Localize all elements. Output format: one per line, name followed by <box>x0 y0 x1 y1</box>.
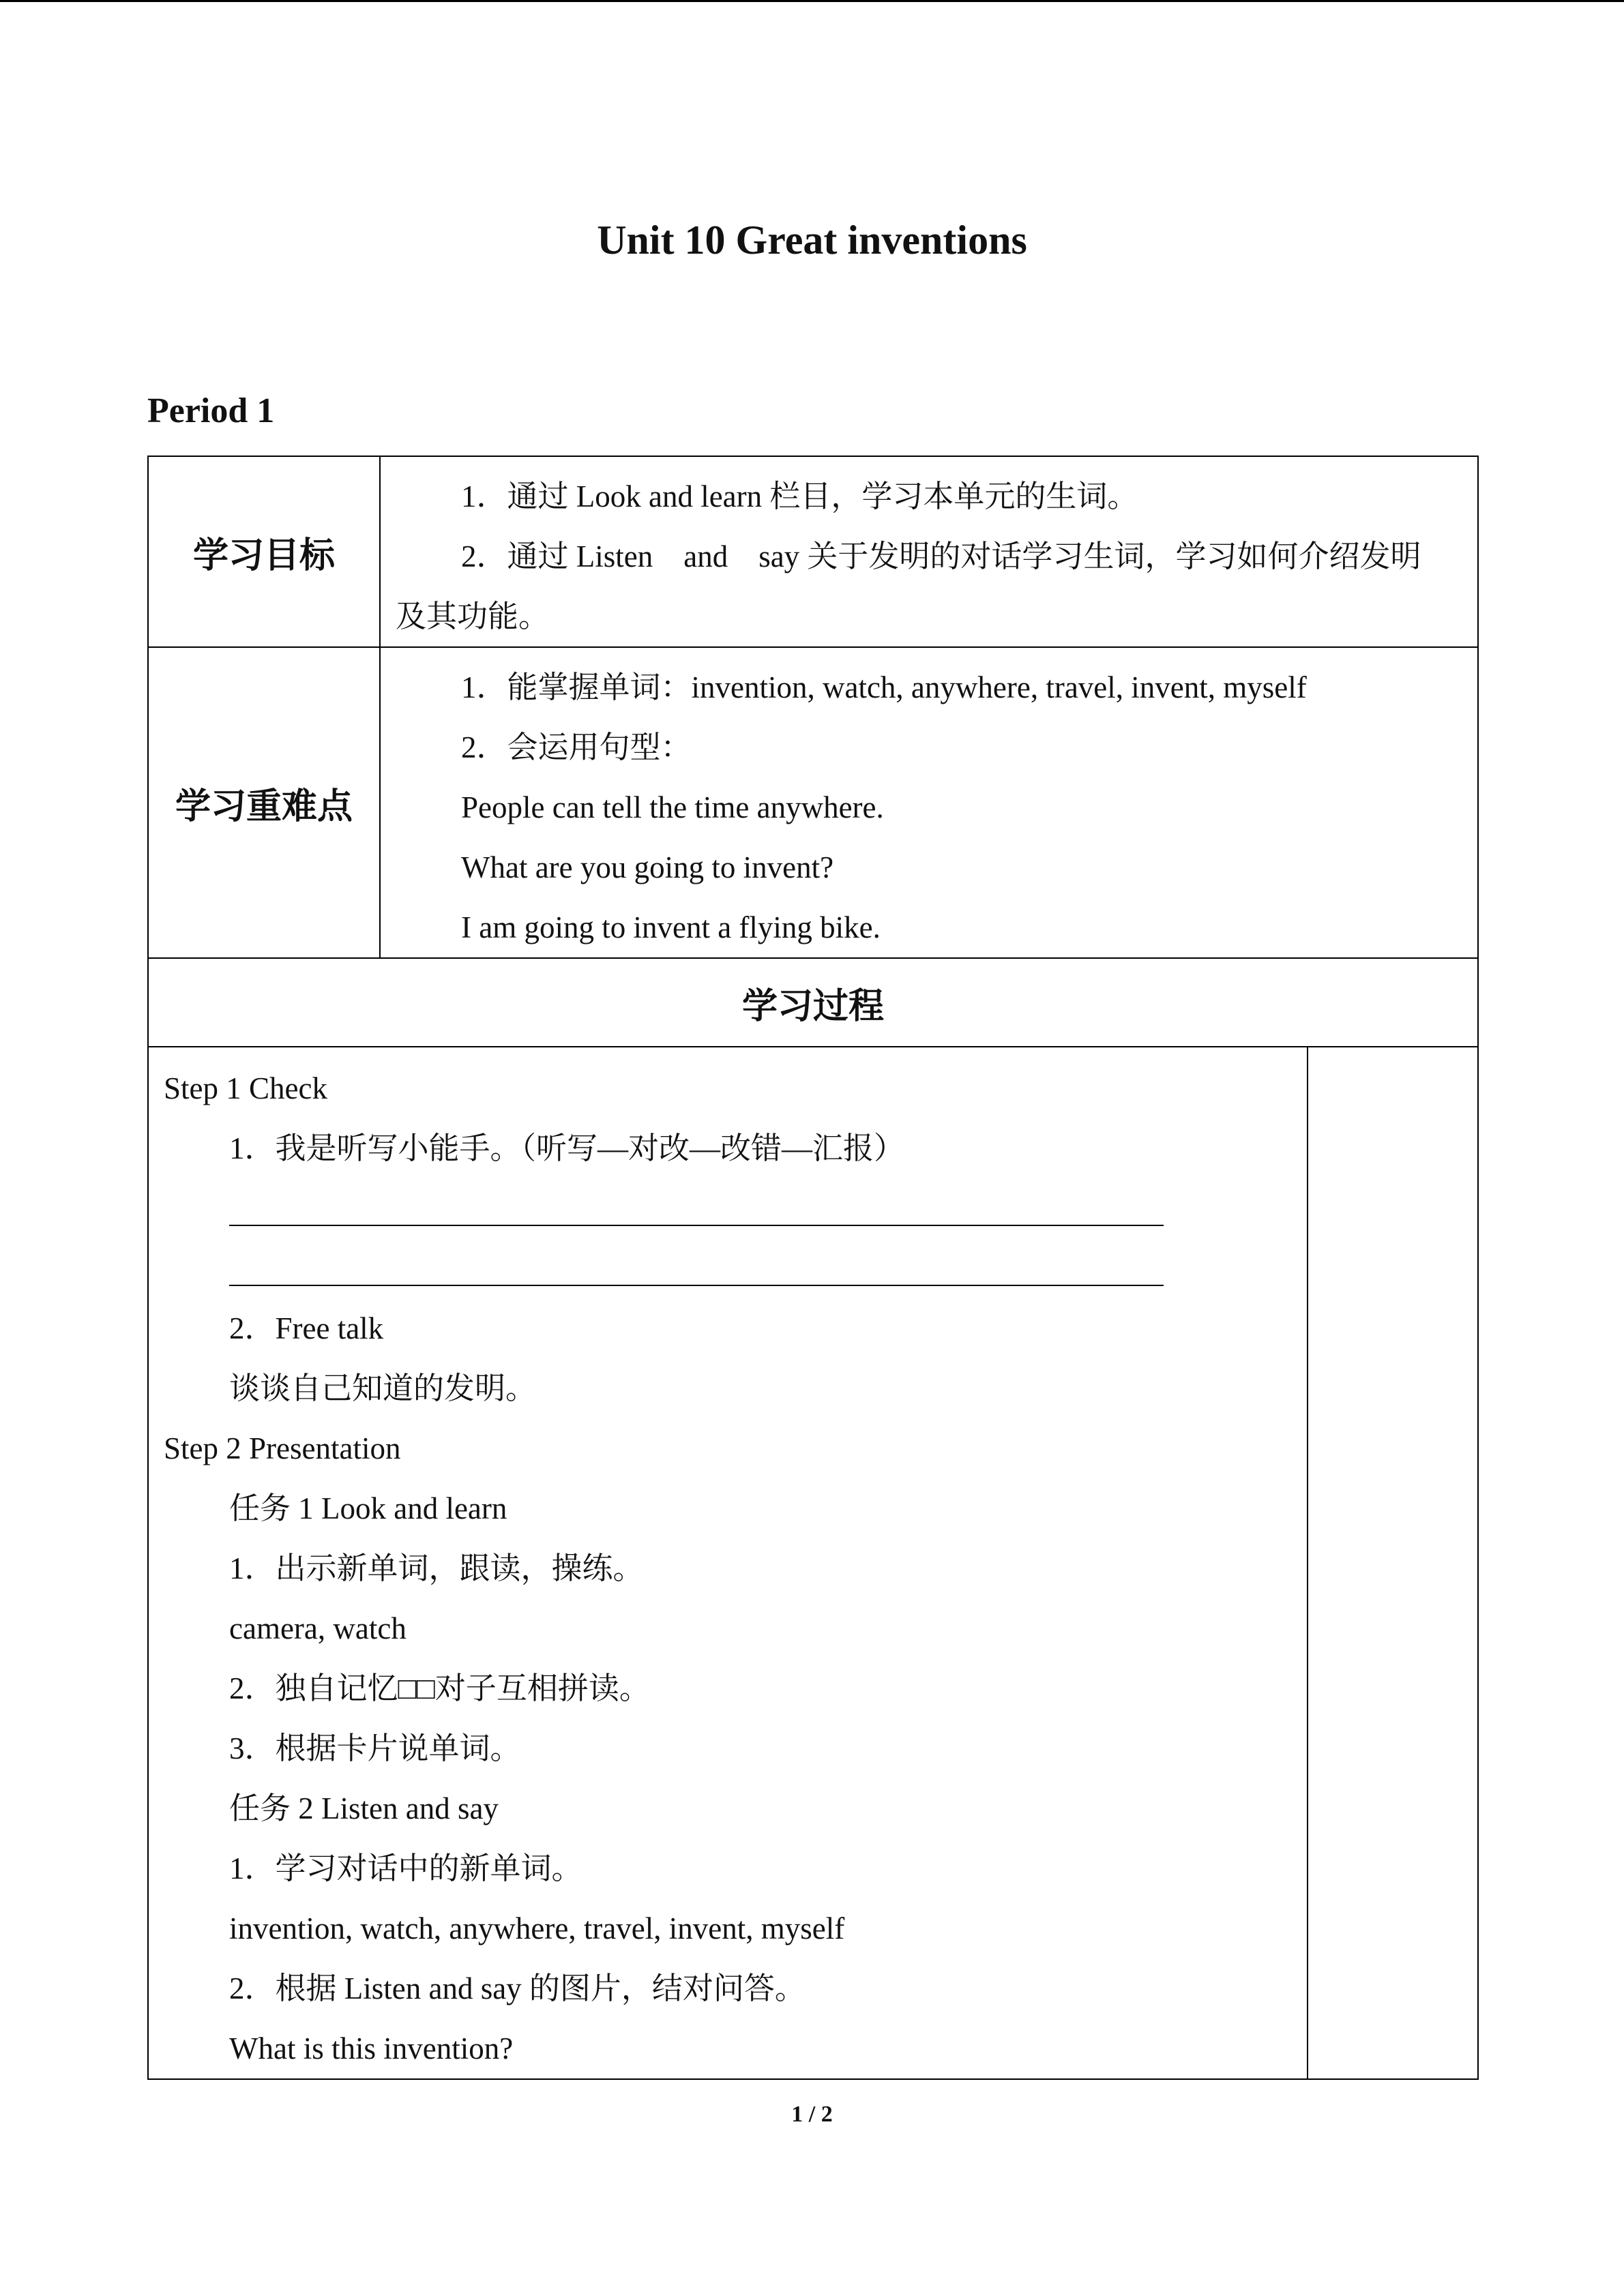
task-1-item-3: 3．根据卡片说单词。 <box>229 1731 521 1765</box>
sentence-pattern-3: I am going to invent a flying bike. <box>461 910 881 944</box>
keypoints-label: 学习重难点 <box>148 647 380 958</box>
notes-column <box>1308 1047 1478 2079</box>
process-row <box>148 1047 1478 2079</box>
step-1-item-1: 1．我是听写小能手。（听写—对改—改错—汇报） <box>229 1131 905 1165</box>
step-2-heading: Step 2 Presentation <box>164 1431 401 1465</box>
task-2-item-2: 2．根据 Listen and say 的图片，结对问答。 <box>229 1971 806 2006</box>
keypoints-content <box>380 647 1478 958</box>
task-1-item-1: 1．出示新单词，跟读，操练。 <box>229 1551 644 1585</box>
task-1-words: camera, watch <box>229 1611 407 1645</box>
dictation-line-1 <box>164 1178 1307 1238</box>
task-1-item-2: 2．独自记忆□□对子互相拼读。 <box>229 1671 650 1705</box>
goals-content <box>380 456 1478 647</box>
period-heading: Period 1 <box>147 391 275 430</box>
step-1-item-2-desc: 谈谈自己知道的发明。 <box>229 1371 537 1405</box>
task-2-words: invention, watch, anywhere, travel, invent, myself <box>229 1911 845 1945</box>
goal-line-2: 2．通过 Listen and say 关于发明的对话学习生词，学习如何介绍发明 <box>461 539 1421 573</box>
page-number: 1 / 2 <box>791 2102 833 2127</box>
sentence-pattern-2: What are you going to invent? <box>461 850 834 884</box>
goal-line-3: 及其功能。 <box>396 599 550 633</box>
process-content <box>148 1047 1308 2079</box>
step-1-item-2: 2．Free talk <box>229 1311 384 1345</box>
goals-label: 学习目标 <box>148 456 380 647</box>
task-2-question: What is this invention? <box>229 2031 514 2066</box>
task-2-heading: 任务 2 Listen and say <box>229 1791 499 1825</box>
keypoints-row <box>148 647 1478 958</box>
step-1-heading: Step 1 Check <box>164 1071 327 1105</box>
goal-line-1: 1．通过 Look and learn 栏目，学习本单元的生词。 <box>461 479 1138 513</box>
process-heading: 学习过程 <box>148 958 1478 1047</box>
page-top-border <box>0 0 1624 2</box>
dictation-line-2 <box>164 1238 1307 1298</box>
lesson-plan-table <box>147 456 1479 2080</box>
keypoint-line-1: 1．能掌握单词：invention, watch, anywhere, travel, invent, myself <box>461 670 1307 704</box>
keypoint-line-2: 2．会运用句型： <box>461 730 692 764</box>
task-1-heading: 任务 1 Look and learn <box>229 1491 507 1525</box>
task-2-item-1: 1．学习对话中的新单词。 <box>229 1851 582 1885</box>
process-heading-row <box>148 958 1478 1047</box>
goals-row <box>148 456 1478 647</box>
sentence-pattern-1: People can tell the time anywhere. <box>461 790 884 824</box>
document-title: Unit 10 Great inventions <box>597 218 1027 263</box>
